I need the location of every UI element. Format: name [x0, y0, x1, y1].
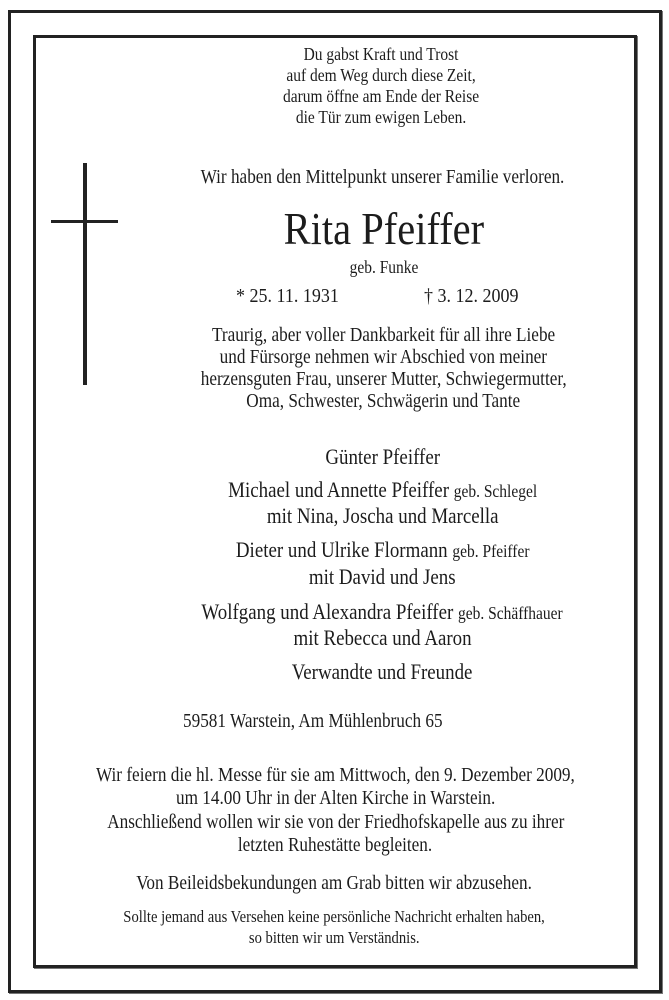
birth-date-text: * 25. 11. 1931: [236, 285, 339, 307]
mourner-entry: [48, 539, 669, 561]
poem-line: [47, 66, 669, 84]
maiden-name-text: geb. Funke: [349, 257, 418, 277]
mourner-names: Michael und Annette Pfeiffer: [228, 477, 449, 502]
death-date-text: † 3. 12. 2009: [424, 285, 519, 307]
mourner-names: Dieter und Ulrike Flormann: [235, 537, 448, 562]
service-text: letzten Ruhestätte begleiten.: [238, 834, 433, 856]
mourner-entry: [48, 479, 669, 501]
poem-text: darum öffne am Ende der Reise: [283, 86, 480, 106]
intro-line: Wir haben den Mittelpunkt unserer Familie verloren.: [200, 166, 565, 188]
mourner-children-text: mit David und Jens: [309, 564, 456, 589]
service-line: [1, 812, 669, 832]
deceased-name: [49, 203, 669, 254]
service-text: Wir feiern die hl. Messe für sie am Mittwoch, den 9. Dezember 2009,: [96, 764, 575, 786]
poem-text: Du gabst Kraft und Trost: [304, 44, 459, 64]
mourner-children-text: mit Rebecca und Aaron: [293, 625, 472, 650]
mourner-children-text: mit Nina, Joscha und Marcella: [266, 503, 499, 528]
farewell-text: herzensguten Frau, unserer Mutter, Schwiegermutter,: [200, 368, 567, 390]
farewell-text: Oma, Schwester, Schwägerin und Tante: [246, 390, 521, 412]
mourner-entry: [48, 601, 669, 623]
mourner-names: Günter Pfeiffer: [325, 444, 440, 469]
mourner-maiden-name: geb. Pfeiffer: [452, 541, 530, 561]
apology-line: [0, 908, 669, 925]
poem-line: [47, 45, 669, 63]
poem-line: [47, 108, 669, 126]
mourner-maiden-name: geb. Schäffhauer: [458, 603, 564, 623]
mourner-entry: [48, 661, 669, 683]
farewell-line: [49, 369, 669, 389]
condolence-note-text: Von Beileidsbekundungen am Grab bitten wir abzusehen.: [136, 872, 533, 894]
mourner-children: [48, 566, 669, 588]
maiden-name: [49, 258, 669, 276]
death-date: [424, 286, 529, 306]
service-line: [1, 765, 669, 785]
farewell-line: [49, 391, 669, 411]
birth-date: [236, 286, 350, 306]
mourner-children: [48, 627, 669, 649]
service-text: Anschließend wollen wir sie von der Friedhofskapelle aus zu ihrer: [106, 811, 565, 833]
farewell-text: und Fürsorge nehmen wir Abschied von meiner: [219, 346, 548, 368]
deceased-name-text: Rita Pfeiffer: [283, 203, 484, 254]
farewell-text: Traurig, aber voller Dankbarkeit für all ihre Liebe: [211, 324, 556, 346]
poem-text: auf dem Weg durch diese Zeit,: [286, 65, 477, 85]
condolence-note: [0, 873, 669, 893]
farewell-line: [49, 347, 669, 367]
mourner-children: [48, 505, 669, 527]
mourner-names: Verwandte und Freunde: [292, 659, 473, 684]
address: 59581 Warstein, Am Mühlenbruch 65: [183, 710, 443, 732]
farewell-line: [49, 325, 669, 345]
apology-text: Sollte jemand aus Versehen keine persönliche Nachricht erhalten haben,: [123, 907, 546, 926]
mourner-maiden-name: geb. Schlegel: [453, 481, 537, 501]
intro-text: [48, 167, 669, 187]
apology-line: [0, 929, 669, 946]
apology-text: so bitten wir um Verständnis.: [249, 928, 420, 947]
mourner-entry: [48, 446, 669, 468]
mourner-names: Wolfgang und Alexandra Pfeiffer: [201, 599, 454, 624]
service-text: um 14.00 Uhr in der Alten Kirche in Warstein.: [175, 787, 496, 809]
service-line: [1, 835, 669, 855]
poem-line: [47, 87, 669, 105]
service-line: [1, 788, 669, 808]
poem-text: die Tür zum ewigen Leben.: [296, 107, 467, 127]
